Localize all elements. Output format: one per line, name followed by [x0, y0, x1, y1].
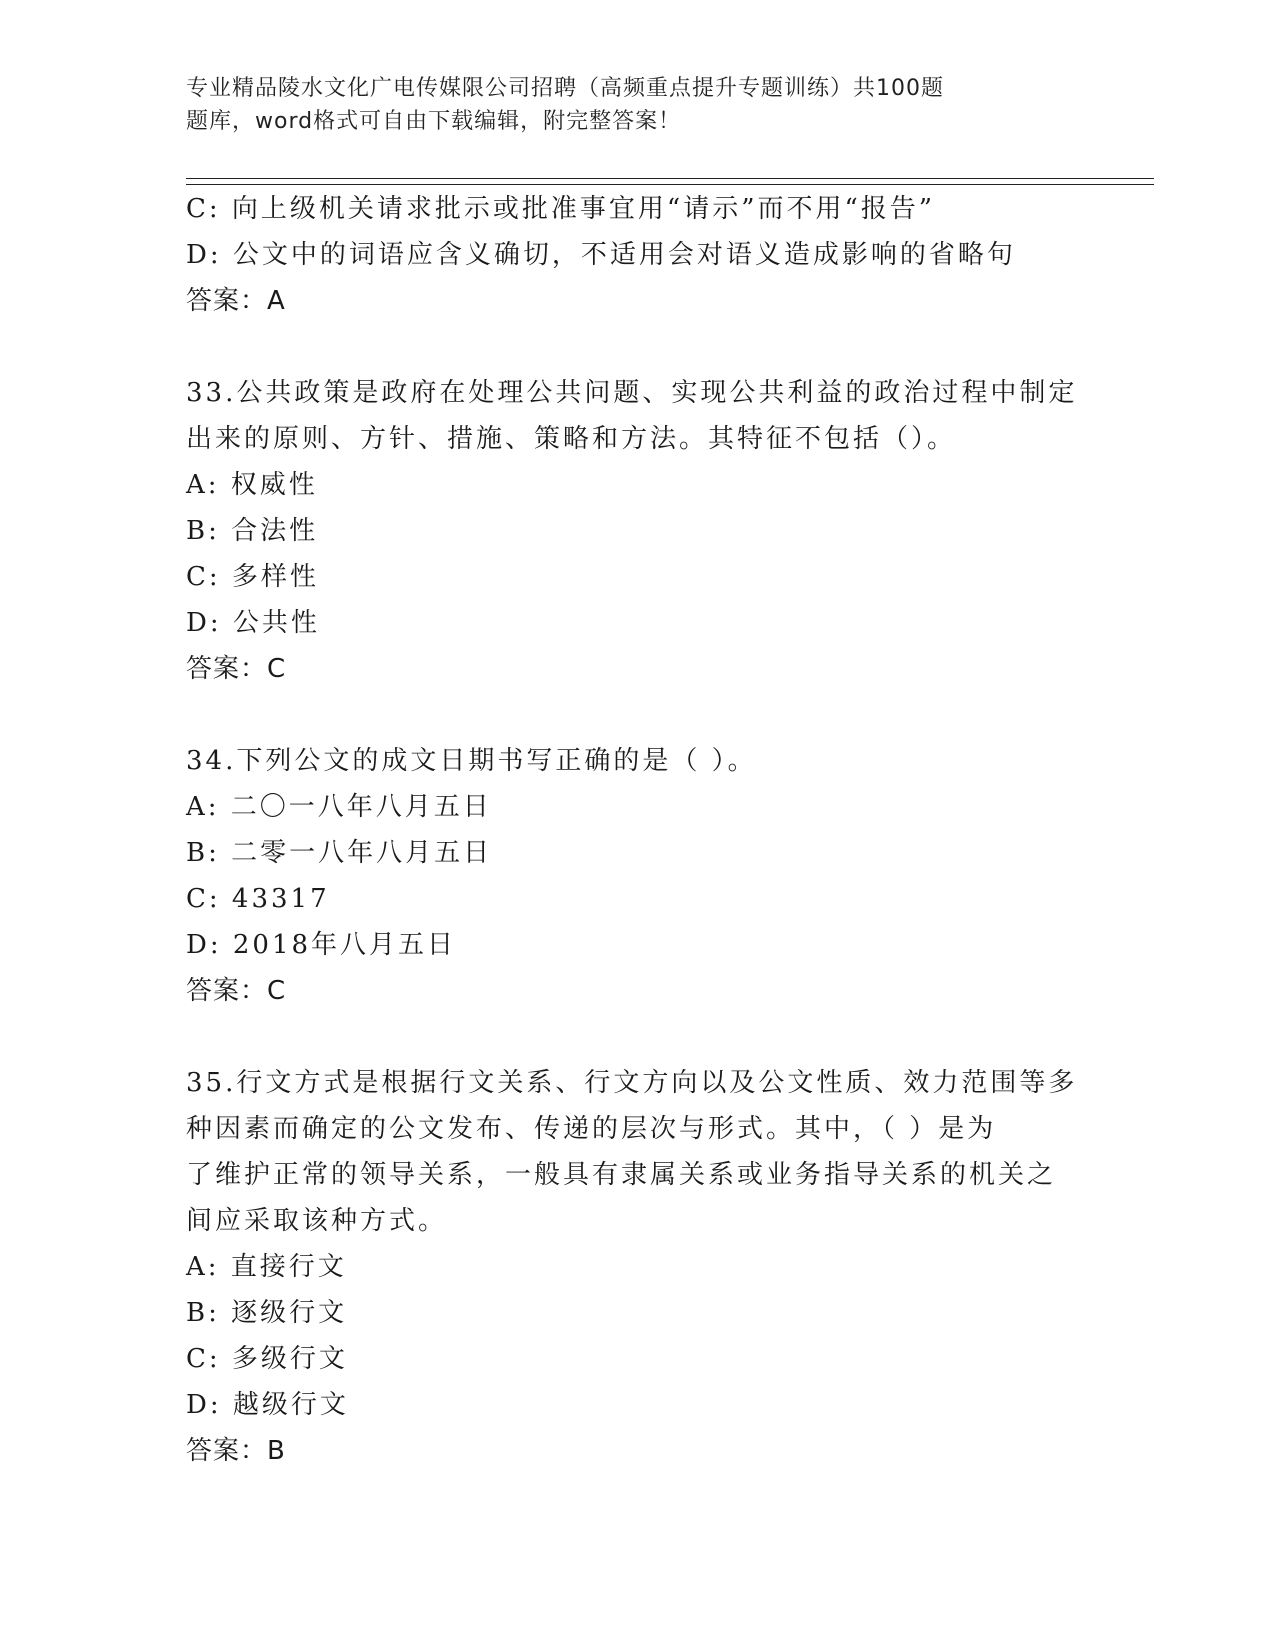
spacer — [186, 1014, 1086, 1060]
question-stem-line: 种因素而确定的公文发布、传递的层次与形式。其中，（ ）是为 — [186, 1114, 997, 1144]
option-a: A: 二〇一八年八月五日 — [186, 792, 492, 822]
header-divider-top — [186, 178, 1154, 179]
question-35 — [186, 1060, 1086, 1474]
option-a: A: 权威性 — [186, 470, 318, 500]
option-b: B: 逐级行文 — [186, 1298, 348, 1328]
answer-label: 答案：C — [186, 976, 287, 1006]
header-title-line-2: 题库，word格式可自由下载编辑，附完整答案！ — [186, 109, 682, 134]
option-c: C: 多样性 — [186, 562, 319, 592]
option-d: D: 公共性 — [186, 608, 320, 638]
option-d: D: 2018年八月五日 — [186, 930, 457, 960]
spacer — [186, 324, 1086, 370]
option-c: C: 向上级机关请求批示或批准事宜用“请示”而不用“报告” — [186, 194, 936, 224]
question-stem-line: 出来的原则、方针、措施、策略和方法。其特征不包括（）。 — [186, 424, 957, 454]
question-stem-line: 了维护正常的领导关系，一般具有隶属关系或业务指导关系的机关之 — [186, 1160, 1057, 1190]
answer-label: 答案：C — [186, 654, 287, 684]
question-list — [186, 186, 1086, 1474]
option-c: C: 多级行文 — [186, 1344, 348, 1374]
header-divider-bottom — [186, 184, 1154, 185]
option-a: A: 直接行文 — [186, 1252, 347, 1282]
document-header — [186, 72, 1016, 138]
option-c: C: 43317 — [186, 884, 330, 914]
spacer — [186, 692, 1086, 738]
option-d: D: 越级行文 — [186, 1390, 349, 1420]
answer-label: 答案：B — [186, 1436, 286, 1466]
question-33 — [186, 370, 1086, 692]
option-b: B: 合法性 — [186, 516, 319, 546]
question-stem-line: 35.行文方式是根据行文关系、行文方向以及公文性质、效力范围等多 — [186, 1068, 1078, 1098]
question-34 — [186, 738, 1086, 1014]
question-stem-line: 33.公共政策是政府在处理公共问题、实现公共利益的政治过程中制定 — [186, 378, 1078, 408]
question-32-tail — [186, 186, 1086, 324]
option-d: D: 公文中的词语应含义确切，不适用会对语义造成影响的省略句 — [186, 240, 1016, 270]
question-stem-line: 间应采取该种方式。 — [186, 1206, 448, 1236]
question-stem-line: 34.下列公文的成文日期书写正确的是（ ）。 — [186, 746, 757, 776]
option-b: B: 二零一八年八月五日 — [186, 838, 493, 868]
answer-label: 答案：A — [186, 286, 286, 316]
header-title-line-1: 专业精品陵水文化广电传媒限公司招聘（高频重点提升专题训练）共100题 — [186, 76, 944, 101]
